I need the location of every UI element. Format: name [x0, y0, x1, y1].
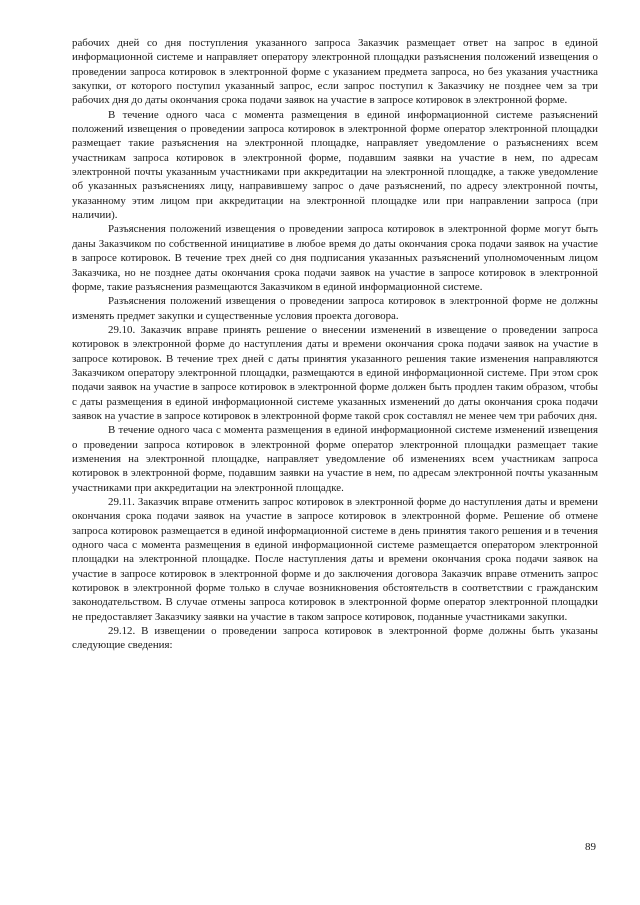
- paragraph-initiative-clarifications: Разъяснения положений извещения о проведении запроса котировок в электронной форме могут быть даны Заказчиком по собственной инициативе в любое время до даты окончания срока подачи заявок на участие в запросе котировок. В течение трех дней со дня подписания указанных разъяснений уполномоченным лицом Заказчика, но не позднее даты окончания срока подачи заявок на участие в запросе котировок в электронной форме, такие разъяснения размещаются Заказчиком в единой информационной системе.: [72, 223, 598, 293]
- document-page: [72, 36, 598, 653]
- paragraph-clarifications-limits: Разъяснения положений извещения о проведении запроса котировок в электронной форме не должны изменять предмет закупки и существенные условия проекта договора.: [72, 295, 598, 322]
- page-number: 89: [585, 841, 596, 853]
- paragraph-29-10: 29.10. Заказчик вправе принять решение о внесении изменений в извещение о проведении запроса котировок в электронной форме до наступления даты и времени окончания срока подачи заявок на участие в запросе котировок. В течение трех дней с даты принятия указанного решения такие изменения направляются Заказчиком оператору электронной площадки, размещаются в единой информационной системе. При этом срок подачи заявок на участие в запросе котировок в электронной форме должен быть продлен таким образом, чтобы с даты размещения в единой информационной системе указанных изменений до даты окончания срока подачи заявок на участие в запросе котировок в электронной форме такой срок составлял не менее чем три рабочих дня.: [72, 323, 598, 422]
- paragraph-29-11: 29.11. Заказчик вправе отменить запрос котировок в электронной форме до наступления даты и времени окончания срока подачи заявок на участие в запросе котировок в электронной форме. Решение об отмене запроса котировок размещается в единой информационной системе в день принятия такого решения и в течения одного часа с момента размещения в единой информационной системе размещается оператором электронной площадки на электронной площадке. После наступления даты и времени окончания срока подачи заявок на участие в запросе котировок в электронной форме и до заключения договора Заказчик вправе отменить запрос котировок в электронной форме только в случае возникновения обстоятельств в соответствии с гражданским законодательством. В случае отмены запроса котировок в электронной форме оператор электронной площадки не предоставляет Заказчику заявки на участие в таком запросе котировок, поданные участниками закупки.: [72, 496, 598, 623]
- paragraph-operator-changes: В течение одного часа с момента размещения в единой информационной системе изменений извещения о проведении запроса котировок в электронной форме оператор электронной площадки размещает такие изменения на электронной площадке, направляет уведомление об изменениях всем участникам запроса котировок в электронной форме, подавшим заявки на участие в нем, по адресам электронной почты указанным участниками при аккредитации на электронной площадке.: [72, 424, 598, 494]
- paragraph-continuation: рабочих дней со дня поступления указанного запроса Заказчик размещает ответ на запрос в единой информационной системе и направляет оператору электронной площадки разъяснения положений извещения о проведении запроса котировок в электронной форме с указанием предмета запроса, но без указания участника закупки, от которого поступил указанный запрос, если запрос поступил к Заказчику не позднее чем за три рабочих дня до даты окончания срока подачи заявок на участие в запросе котировок в электронной форме.: [72, 37, 598, 107]
- paragraph-operator-clarifications: В течение одного часа с момента размещения в единой информационной системе разъяснений положений извещения о проведении запроса котировок в электронной форме оператор электронной площадки размещает такие разъяснения на электронной площадке, направляет уведомление о разъяснениях всем участникам запроса котировок в электронной форме, подавшим заявки на участие в нем, по адресам электронной почты указанным участниками при аккредитации на электронной площадке, а также уведомление об указанных разъяснениях лицу, направившему запрос о даче разъяснений, по адресу электронной почты, указанному этим лицом при аккредитации на электронной площадке или при направлении запроса (при наличии).: [72, 108, 598, 222]
- paragraph-29-12: 29.12. В извещении о проведении запроса котировок в электронной форме должны быть указаны следующие сведения:: [72, 625, 598, 652]
